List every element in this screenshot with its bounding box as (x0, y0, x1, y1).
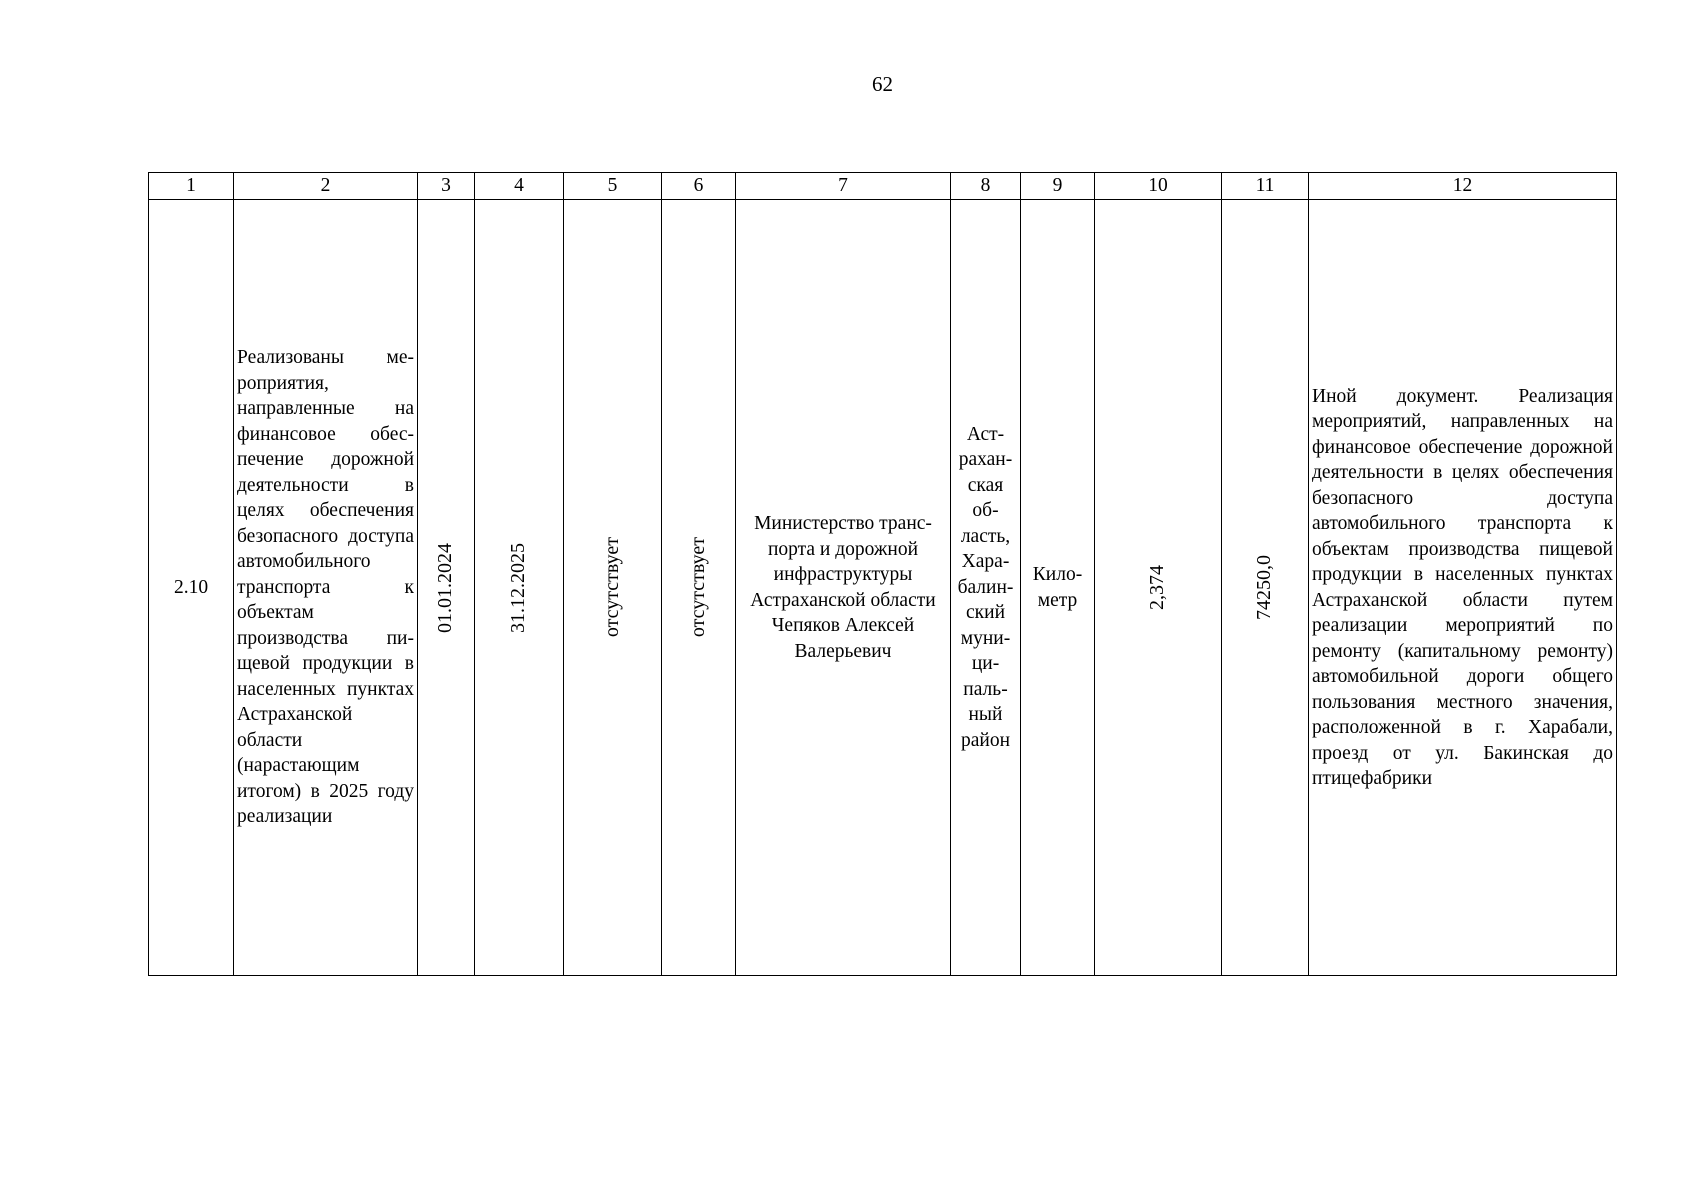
column-5-text: отсутствует (600, 537, 623, 638)
column-number-10: 10 (1095, 173, 1222, 200)
column-number-row (149, 173, 1617, 200)
column-number-7: 7 (736, 173, 951, 200)
responsible-person: Чепяков Алексей Валерьевич (771, 615, 915, 662)
value-cell (1095, 200, 1222, 976)
column-5-cell (564, 200, 662, 976)
table-row (149, 200, 1617, 976)
page-number: 62 (872, 72, 893, 96)
column-6-cell (662, 200, 736, 976)
column-number-11: 11 (1222, 173, 1309, 200)
funding-cell (1222, 200, 1309, 976)
funding-text: 74250,0 (1253, 555, 1276, 620)
column-number-4: 4 (475, 173, 564, 200)
value-text: 2,374 (1146, 565, 1169, 610)
start-date-cell (418, 200, 475, 976)
column-number-3: 3 (418, 173, 475, 200)
responsible-cell (736, 200, 951, 976)
end-date-text: 31.12.2025 (507, 542, 530, 633)
activities-table (148, 172, 1617, 976)
column-number-2: 2 (234, 173, 418, 200)
column-number-12: 12 (1309, 173, 1617, 200)
column-number-5: 5 (564, 173, 662, 200)
territory-cell: Астраханская область, Харабалинский муниципальный район (951, 200, 1021, 976)
responsible-organization: Министерство транспорта и дорожной инфраструктуры Астраханской области (750, 513, 936, 611)
result-description-cell: Реализованы мероприятия, направленные на финансовое обеспечение дорожной деятельности в целях обеспечения безопасного доступа автомобильного транспорта к объектам производства пищевой продукции в населенных пунктах Астраханской области (нарастающим итогом) в 2025 году реализации (234, 200, 418, 976)
unit-cell: Километр (1021, 200, 1095, 976)
column-number-8: 8 (951, 173, 1021, 200)
column-number-6: 6 (662, 173, 736, 200)
row-number-cell: 2.10 (149, 200, 234, 976)
document-cell: Иной документ. Реализация мероприятий, направленных на финансовое обеспечение дорожной деятельности в целях обеспечения безопасного доступа автомобильного транспорта к объектам производства пищевой продукции в населенных пунктах Астраханской области путем реализации мероприятий по ремонту (капитальному ремонту) автомобильной дороги общего пользования местного значения, расположенной в г. Харабали, проезд от ул. Бакинская до птицефабрики (1309, 200, 1617, 976)
column-number-9: 9 (1021, 173, 1095, 200)
column-6-text: отсутствует (686, 537, 709, 638)
end-date-cell (475, 200, 564, 976)
column-number-1: 1 (149, 173, 234, 200)
start-date-text: 01.01.2024 (434, 542, 457, 633)
